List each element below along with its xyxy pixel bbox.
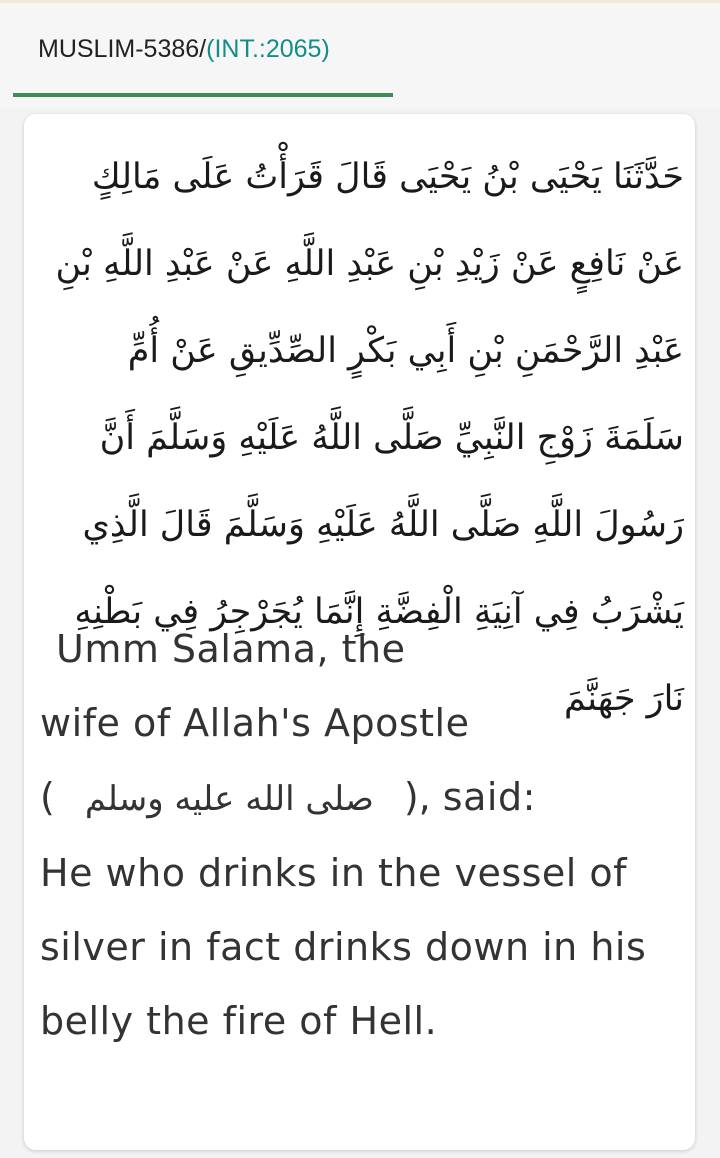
said-text: ), said: bbox=[403, 775, 536, 819]
tab-active-indicator bbox=[13, 93, 393, 97]
open-paren: ( bbox=[40, 775, 55, 819]
header-bar bbox=[0, 3, 720, 108]
tab-hadith-reference[interactable] bbox=[13, 3, 393, 97]
english-line-1: Umm Salama, the bbox=[56, 627, 406, 671]
english-line-4: He who drinks in the vessel of bbox=[40, 851, 628, 895]
english-line-2: wife of Allah's Apostle bbox=[40, 701, 470, 745]
hadith-english-text bbox=[40, 612, 680, 1058]
english-line-5: silver in fact drinks down in his bbox=[40, 925, 647, 969]
hadith-reference-number: MUSLIM-5386/ bbox=[38, 35, 207, 63]
hadith-card bbox=[24, 114, 695, 1150]
international-number: (INT.:2065) bbox=[206, 35, 330, 63]
english-line-3 bbox=[40, 760, 680, 836]
tab-label bbox=[38, 35, 330, 64]
english-line-6: belly the fire of Hell. bbox=[40, 999, 438, 1043]
hadith-arabic-text: حَدَّثَنَا يَحْيَى بْنُ يَحْيَى قَالَ قَرَأْتُ عَلَى مَالِكٍ عَنْ نَافِعٍ عَنْ زَيْدِ بْنِ عَبْدِ اللَّهِ عَنْ عَبْدِ اللَّهِ بْنِ عَبْدِ الرَّحْمَنِ بْنِ أَبِي بَكْرٍ الصِّدِّيقِ عَنْ أُمِّ سَلَمَةَ زَوْجِ النَّبِيِّ صَلَّى اللَّهُ عَلَيْهِ وَسَلَّمَ أَنَّ رَسُولَ اللَّهِ صَلَّى اللَّهُ عَلَيْهِ وَسَلَّمَ قَالَ الَّذِي يَشْرَبُ فِي آنِيَةِ الْفِضَّةِ إِنَّمَا يُجَرْجِرُ فِي بَطْنِهِ نَارَ جَهَنَّمَ bbox=[55, 157, 684, 719]
salawat-text: صلى الله عليه وسلم bbox=[84, 779, 374, 819]
